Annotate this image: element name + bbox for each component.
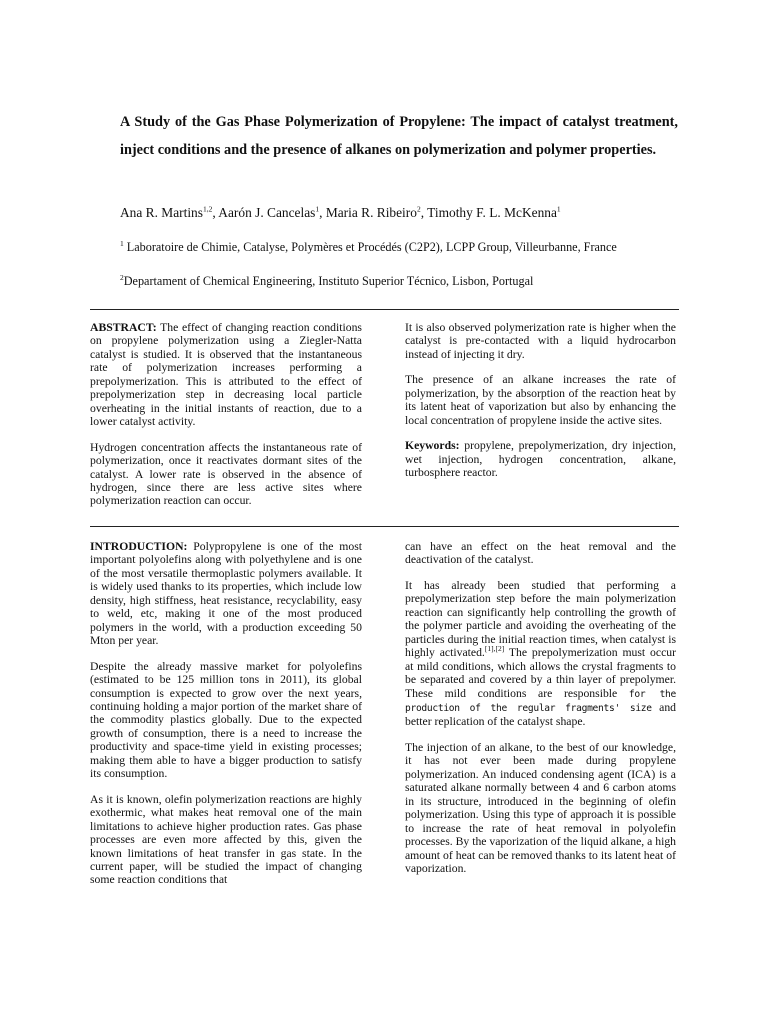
divider-middle	[90, 526, 679, 527]
keywords-label: Keywords:	[405, 439, 460, 453]
abstract-label: ABSTRACT:	[90, 321, 157, 334]
introduction-column-left	[90, 540, 362, 899]
intro-paragraph: The injection of an alkane, to the best of our knowledge, it has not ever been made during propylene polymerization. An induced condensing agent (ICA) is a saturated alkane normally between 4 and 6 carbon atoms in its structure, introduced in the beginning of olefin polymerization. Using this type of approach it is possible to increase the rate of heat removal in polyolefin processes. By the vaporization of the liquid alkane, a high amount of heat can be removed thanks to its latent heat of vaporization.	[405, 740, 677, 875]
introduction-label: INTRODUCTION:	[90, 540, 188, 553]
author: Timothy F. L. McKenna$^1$	[427, 204, 561, 220]
intro-paragraph: INTRODUCTION: Polypropylene is one of the most important polyolefins along with polyethylene and is one of the most versatile thermoplastic polymers available. It is widely used thanks to its properties, which include low density, high stiffness, heat resistance, recyclability, easy to weld, etc, making it one of the most produced polymers in the world, with a production exceeding 50 Mton per year.	[90, 540, 362, 648]
keywords-paragraph: Keywords: propylene, prepolymerization, dry injection, wet injection, hydrogen concentration, alkane, turbosphere reactor.	[405, 439, 676, 480]
author: Aarón J. Cancelas$^1$,	[218, 204, 326, 220]
abstract-paragraph: It is also observed polymerization rate is higher when the catalyst is pre-contacted with a liquid hydrocarbon instead of injecting it dry.	[405, 321, 676, 361]
intro-paragraph: can have an effect on the heat removal and the deactivation of the catalyst.	[405, 540, 676, 567]
intro-paragraph: Despite the already massive market for polyolefins (estimated to be 125 million tons in 2011), its global consumption is expected to grow over the next years, continuing holding a major portion of the market share of the commodity plastics globally. Due to the expected growth of consumption, there is a need to increase the productivity and space-time yield in existing processes; making them able to have a bigger production to satisfy its consumption.	[90, 659, 362, 781]
divider-top	[90, 309, 679, 310]
citation-ref: [1],[2]	[484, 644, 505, 654]
abstract-column-left	[90, 321, 362, 520]
affiliation-1: $^1$ Laboratoire de Chimie, Catalyse, Polymères et Procédés (C2P2), LCPP Group, Villeurbanne, France	[120, 238, 617, 254]
abstract-paragraph: Hydrogen concentration affects the instantaneous rate of polymerization, once it reactivates dormant sites of the catalyst. A lower rate is observed in the absence of hydrogen, since there are less active sites where polymerization reaction can occur.	[90, 440, 362, 508]
author: Maria R. Ribeiro$^2$,	[325, 204, 428, 220]
affiliation-2: $^2$Departament of Chemical Engineering, Instituto Superior Técnico, Lisbon, Portugal	[120, 272, 534, 288]
author: Ana R. Martins$^{1,2}$,	[120, 204, 219, 220]
intro-paragraph: As it is known, olefin polymerization reactions are highly exothermic, what makes heat removal one of the main limitations to achieve higher production rates. Gas phase processes are even more affected by this, given the known limitations of heat transfer in gas state. In the current paper, will be studied the impact of changing some reaction conditions that	[90, 792, 362, 887]
abstract-paragraph: The presence of an alkane increases the rate of polymerization, by the absorption of the reaction heat by its latent heat of vaporization but also by enhancing the local concentration of propylene inside the active sites.	[405, 373, 676, 427]
abstract-paragraph: ABSTRACT: The effect of changing reaction conditions on propylene polymerization using a Ziegler-Natta catalyst is studied. It is observed that the instantaneous rate of polymerization increases performing a prepolymerization. This is attributed to the effect of prepolymerization step in decreasing local particle overheating in the initial instants of reaction, due to a lower catalyst activity.	[90, 321, 362, 429]
paper-title: A Study of the Gas Phase Polymerization of Propylene: The impact of catalyst treatment, inject conditions and the presence of alkanes on polymerization and polymer properties.	[120, 114, 678, 158]
abstract-column-right	[405, 321, 676, 492]
author-list	[120, 203, 680, 223]
introduction-column-right	[405, 540, 676, 887]
intro-paragraph: It has already been studied that performing a prepolymerization step before the main polymerization reaction can significantly help controlling the growth of the polymer particle and avoiding the overheating of the particles during the initial reaction times, when catalyst is highly activated.[1],[2] The prepolymerization must occur at mild conditions, which allows the crystal fragments to be separated and covered by a thin layer of prepolymer. These mild conditions are responsible for the production of the regular fragments' size and better replication of the catalyst shape.	[405, 578, 677, 729]
